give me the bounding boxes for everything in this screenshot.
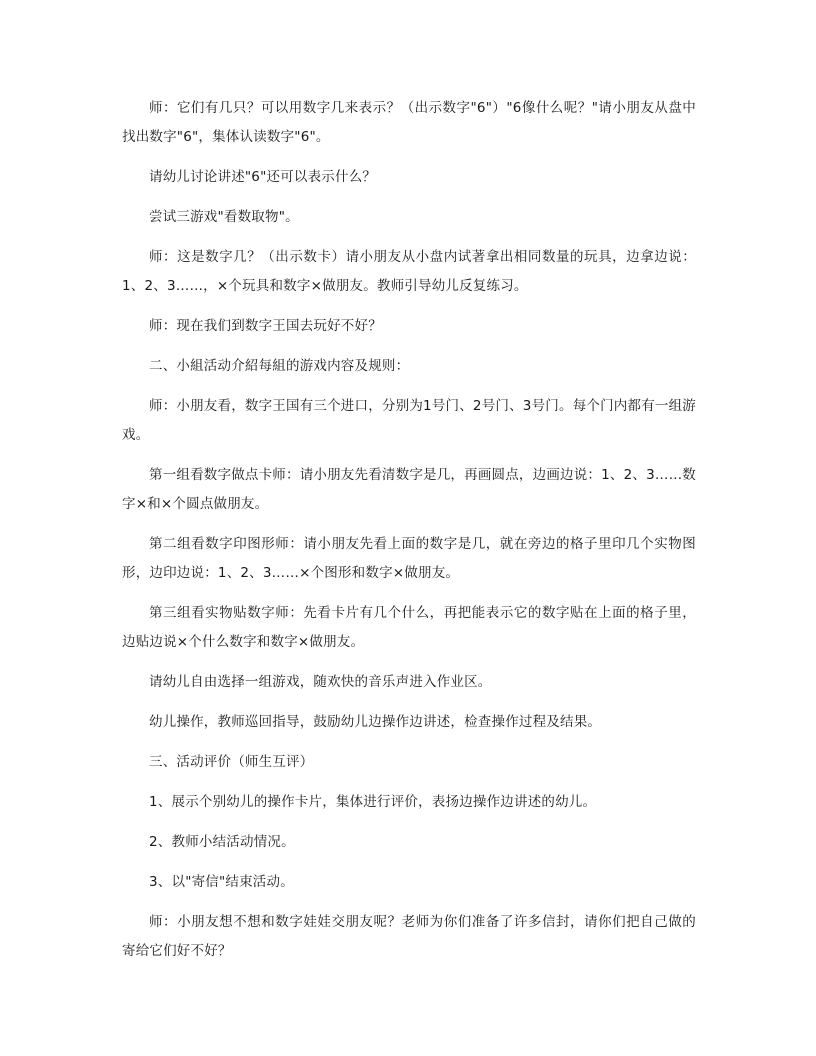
paragraph: 幼儿操作，教师巡回指导，鼓励幼儿边操作边讲述，检查操作过程及结果。 bbox=[149, 714, 602, 730]
paragraph: 师：现在我们到数字王国去玩好不好？ bbox=[149, 318, 382, 334]
list-item: 3、以"寄信"结束活动。 bbox=[149, 874, 294, 890]
paragraph: 请幼儿讨论讲述"6"还可以表示什么？ bbox=[149, 169, 377, 185]
paragraph: 请幼儿自由选择一组游戏，随欢快的音乐声进入作业区。 bbox=[149, 674, 492, 690]
document-body bbox=[122, 94, 696, 977]
paragraph: 师：小朋友想不想和数字娃娃交朋友呢？老师为你们准备了许多信封，请你们把自己做的寄给它们好不好？ bbox=[122, 914, 696, 959]
section-heading: 三、活动评价（师生互评） bbox=[149, 754, 314, 770]
paragraph: 尝试三游戏"看数取物"。 bbox=[149, 209, 299, 225]
list-item: 1、展示个别幼儿的操作卡片，集体进行评价，表扬边操作边讲述的幼儿。 bbox=[149, 794, 597, 810]
paragraph: 第一组看数字做点卡师：请小朋友先看清数字是几，再画圆点，边画边说：1、2、3……数字×和×个圆点做朋友。 bbox=[122, 467, 696, 512]
paragraph: 师：这是数字几？（出示数卡）请小朋友从小盘内试著拿出相同数量的玩具，边拿边说：1、2、3……，×个玩具和数字×做朋友。教师引导幼儿反复练习。 bbox=[122, 249, 696, 294]
paragraph: 第三组看实物贴数字师：先看卡片有几个什么，再把能表示它的数字贴在上面的格子里，边贴边说×个什么数字和数字×做朋友。 bbox=[122, 605, 696, 650]
paragraph: 师：小朋友看，数字王国有三个进口，分别为1号门、2号门、3号门。每个门内都有一组游戏。 bbox=[122, 398, 696, 443]
paragraph: 师：它们有几只？可以用数字几来表示？（出示数字"6"）"6像什么呢？"请小朋友从盘中找出数字"6"，集体认读数字"6"。 bbox=[122, 100, 696, 145]
list-item: 2、教师小结活动情况。 bbox=[149, 834, 295, 850]
paragraph: 第二组看数字印图形师：请小朋友先看上面的数字是几，就在旁边的格子里印几个实物图形，边印边说：1、2、3……×个图形和数字×做朋友。 bbox=[122, 536, 696, 581]
section-heading: 二、小組活动介紹每組的游戏内容及规则： bbox=[149, 358, 410, 374]
